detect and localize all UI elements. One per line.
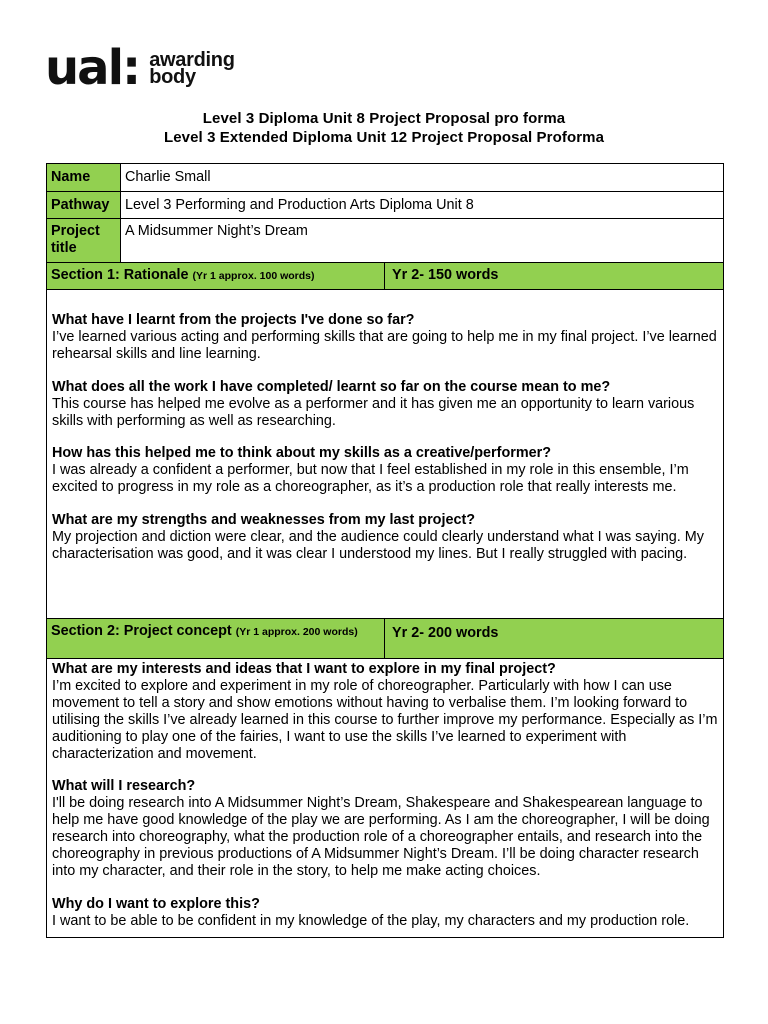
section1-note: (Yr 1 approx. 100 words) [192,270,315,282]
logo-mark: ual: [45,40,140,96]
proposal-form [46,163,724,938]
section1-title: Section 1: Rationale [51,267,189,283]
name-value: Charlie Small [121,164,724,192]
section1-heading [47,263,385,290]
section2-question: Why do I want to explore this? [52,895,260,912]
section1-question: What have I learnt from the projects I've done so far? [52,312,415,328]
section1-header-row [47,263,724,290]
section1-body-row [47,290,724,619]
section2-note: (Yr 1 approx. 200 words) [235,626,358,638]
section1-item [52,379,719,430]
section1-item [52,312,719,363]
section1-answer: My projection and diction were clear, and the audience could clearly understand what I was saying. My characterisation was good, and it was clear I understood my lines. But I really struggled with pacing. [52,529,704,562]
project-title-value: A Midsummer Night’s Dream [121,219,724,263]
section1-question: How has this helped me to think about my skills as a creative/performer? [52,445,552,462]
section2-body [47,659,724,938]
pathway-value: Level 3 Performing and Production Arts Diploma Unit 8 [121,192,724,219]
project-title-row [47,219,724,263]
ual-logo [45,40,235,96]
project-title-label: Project title [47,219,121,263]
pathway-label: Pathway [47,192,121,219]
section2-body-row [47,659,724,938]
section1-yr2: Yr 2- 150 words [385,263,724,290]
section1-answer: I’ve learned various acting and performing skills that are going to help me in my final project. I’ve learned rehearsal skills and line learning. [52,328,717,362]
section1-answer: I was already a confident a performer, but now that I feel established in my role in this ensemble, I’m excited to progress in my role as a choreographer, as it’s a production role that really interests me. [52,462,689,496]
logo-line-2: body [149,66,196,88]
section1-item [52,445,719,496]
logo-text [149,49,235,88]
section1-item [52,512,719,563]
section2-question: What will I research? [52,778,196,795]
document-title-1: Level 3 Diploma Unit 8 Project Proposal pro forma [202,110,566,127]
section2-item [52,778,719,879]
section2-question: What are my interests and ideas that I want to explore in my final project? [52,661,556,677]
section2-header-row [47,619,724,659]
logo-line-1: awarding [149,49,235,71]
section2-answer: I'll be doing research into A Midsummer Night’s Dream, Shakespeare and Shakespearean language to help me have good knowledge of the play we are performing. As I am the choreographer, I will be doing research into choreography, what the production role of a choreographer entails, and research into the choreography in previous productions of A Midsummer Night’s Dream. I’ll be doing character research into my character, and their role in the story, to help me make acting choices. [52,795,710,879]
section2-heading [47,619,385,659]
section1-body [47,290,724,619]
section2-item [52,661,719,762]
name-row [47,164,724,192]
section1-question: What does all the work I have completed/ learnt so far on the course mean to me? [52,378,611,395]
section2-title: Section 2: Project concept [51,623,232,639]
section1-answer: This course has helped me evolve as a performer and it has given me an opportunity to learn various skills with performing as well as researching. [52,395,695,429]
name-label: Name [47,164,121,192]
document-titles [0,109,768,147]
section2-item [52,896,719,930]
section1-question: What are my strengths and weaknesses from my last project? [52,512,476,529]
section2-yr2: Yr 2- 200 words [385,619,724,659]
section2-answer: I’m excited to explore and experiment in my role of choreographer. Particularly with how I can use movement to tell a story and show emotions without having to verbalise them. I’m looking forward to utilising the skills I’ve already learned in this course to further improve my performance. Especially as I’m auditioning to play one of the fairies, I want to use the skills I’ve learned to experiment with characterization and movement. [52,677,718,762]
document-title-2: Level 3 Extended Diploma Unit 12 Project Proposal Proforma [163,129,605,146]
pathway-row [47,192,724,219]
section2-answer: I want to be able to be confident in my knowledge of the play, my characters and my production role. [52,912,690,929]
